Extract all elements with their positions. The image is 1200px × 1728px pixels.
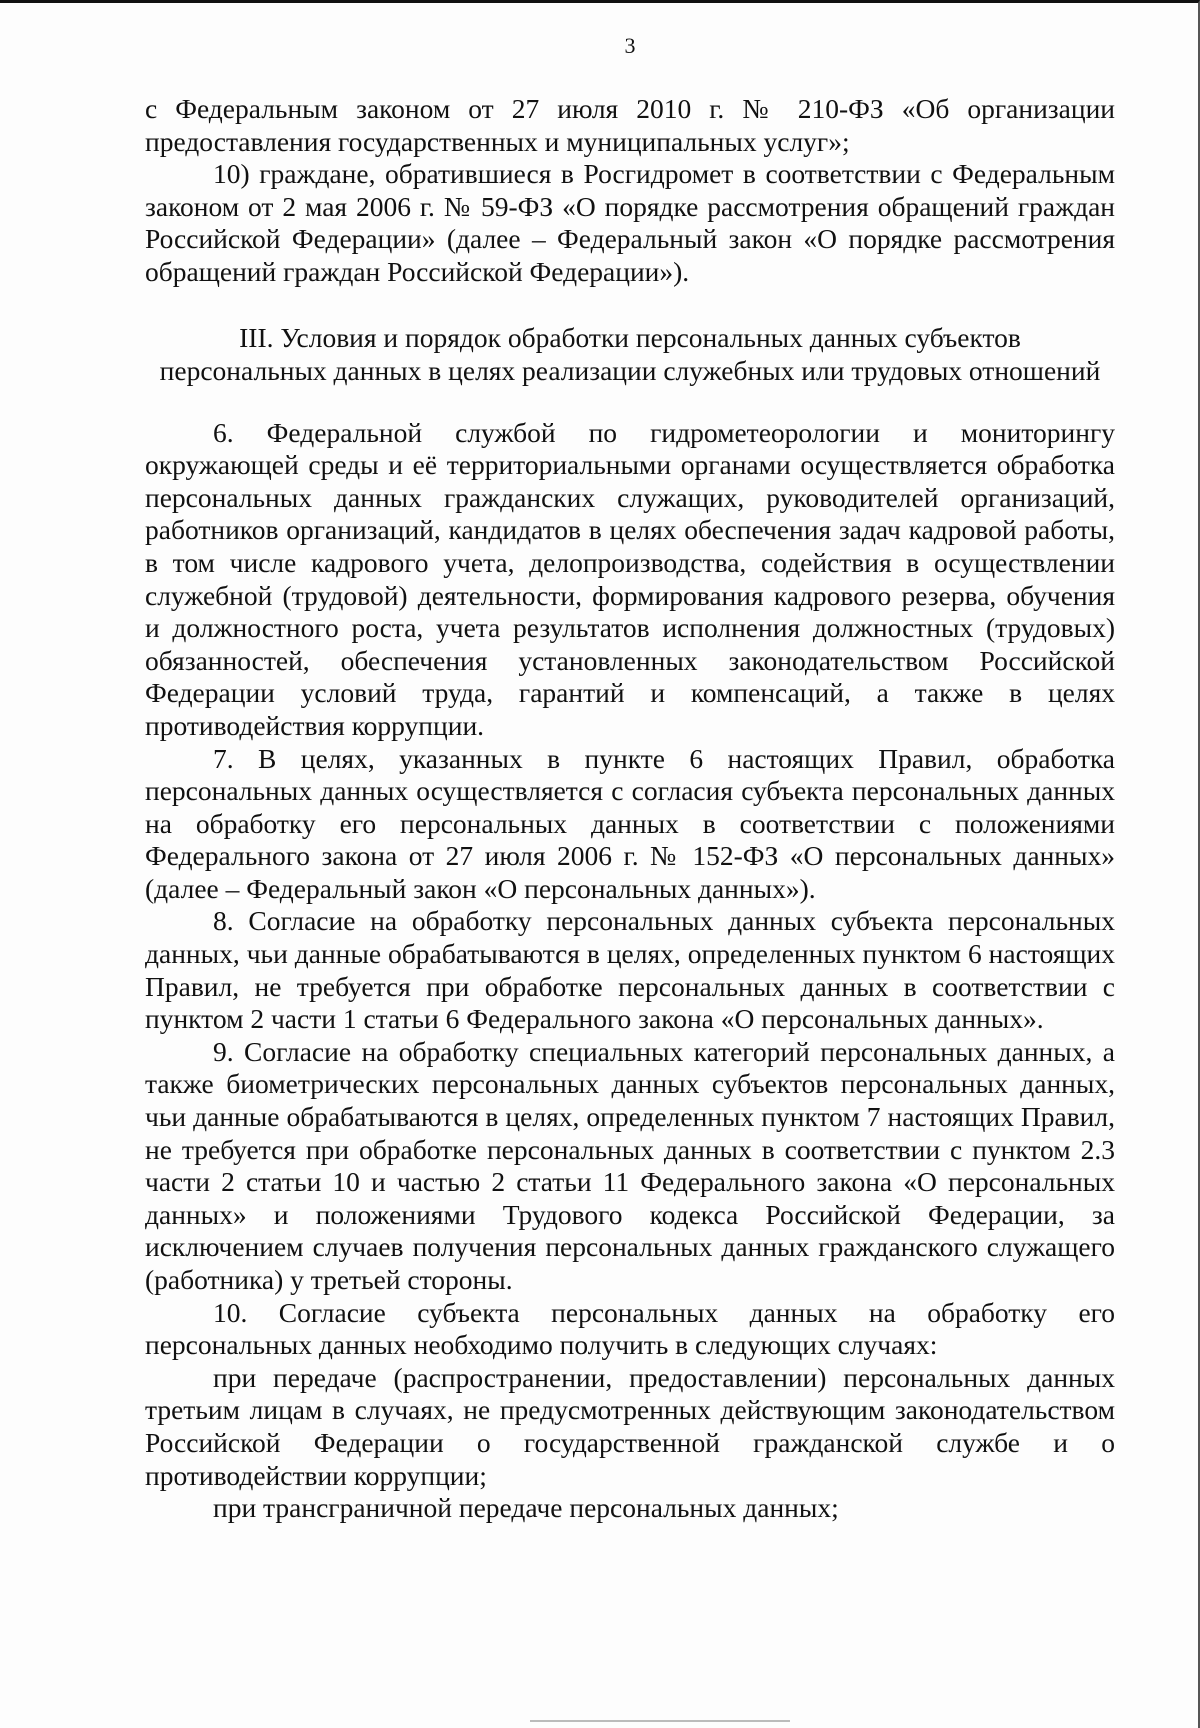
paragraph-6: 6. Федеральной службой по гидрометеорологии и мониторингу окружающей среды и её территориальными органами осуществляется обработка персональных данных гражданских служащих, руководителей организаций, работников организаций, кандидатов в целях обеспечения задач кадровой работы, в том числе кадрового учета, делопроизводства, содействия в осуществлении служебной (трудовой) деятельности, формирования кадрового резерва, обучения и должностного роста, учета результатов исполнения должностных (трудовых) обязанностей, обеспечения установленных законодательством Российской Федерации условий труда, гарантий и компенсаций, а также в целях противодействия коррупции. — [145, 416, 1115, 741]
paragraph-10: 10. Согласие субъекта персональных данных на обработку его персональных данных необходимо получить в следующих случаях: — [145, 1296, 1115, 1361]
paragraph-8: 8. Согласие на обработку персональных данных субъекта персональных данных, чьи данные обрабатываются в целях, определенных пунктом 6 настоящих Правил, не требуется при обработке персональных данных в соответствии с пунктом 2 части 1 статьи 6 Федерального закона «О персональных данных». — [145, 905, 1115, 1035]
section-heading — [145, 321, 1115, 387]
paragraph-item-10: 10) граждане, обратившиеся в Росгидромет в соответствии с Федеральным законом от 2 мая 2006 г. № 59-ФЗ «О порядке рассмотрения обращений граждан Российской Федерации» (далее – Федеральный закон «О порядке рассмотрения обращений граждан Российской Федерации»). — [145, 158, 1115, 287]
spacer — [145, 387, 1115, 417]
scan-edge-mark — [530, 1720, 790, 1722]
document-body — [145, 93, 1115, 1525]
section-heading-line-2: персональных данных в целях реализации служебных или трудовых отношений — [159, 354, 1101, 386]
paragraph-10-case-2: при трансграничной передаче персональных данных; — [213, 1492, 839, 1524]
section-heading-line-1: III. Условия и порядок обработки персональных данных субъектов — [239, 321, 1021, 353]
paragraph-continuation: с Федеральным законом от 27 июля 2010 г. № 210-ФЗ «Об организации предоставления государственных и муниципальных услуг»; — [145, 93, 1115, 157]
paragraph-9: 9. Согласие на обработку специальных категорий персональных данных, а также биометрических персональных данных субъектов персональных данных, чьи данные обрабатываются в целях, определенных пунктом 7 настоящих Правил, не требуется при обработке персональных данных в соответствии с пунктом 2.3 части 2 статьи 10 и частью 2 статьи 11 Федерального закона «О персональных данных» и положениями Трудового кодекса Российской Федерации, за исключением случаев получения персональных данных гражданского служащего (работника) у третьей стороны. — [145, 1035, 1115, 1295]
paragraph-7: 7. В целях, указанных в пункте 6 настоящих Правил, обработка персональных данных осуществляется с согласия субъекта персональных данных на обработку его персональных данных в соответствии с положениями Федерального закона от 27 июля 2006 г. № 152-ФЗ «О персональных данных» (далее – Федеральный закон «О персональных данных»). — [145, 742, 1115, 904]
spacer — [145, 289, 1115, 321]
page-number: 3 — [624, 33, 636, 58]
paragraph-10-case-1: при передаче (распространении, предоставлении) персональных данных третьим лицам в случаях, не предусмотренных действующим законодательством Российской Федерации о государственной гражданской службе и о противодействии коррупции; — [145, 1361, 1115, 1491]
